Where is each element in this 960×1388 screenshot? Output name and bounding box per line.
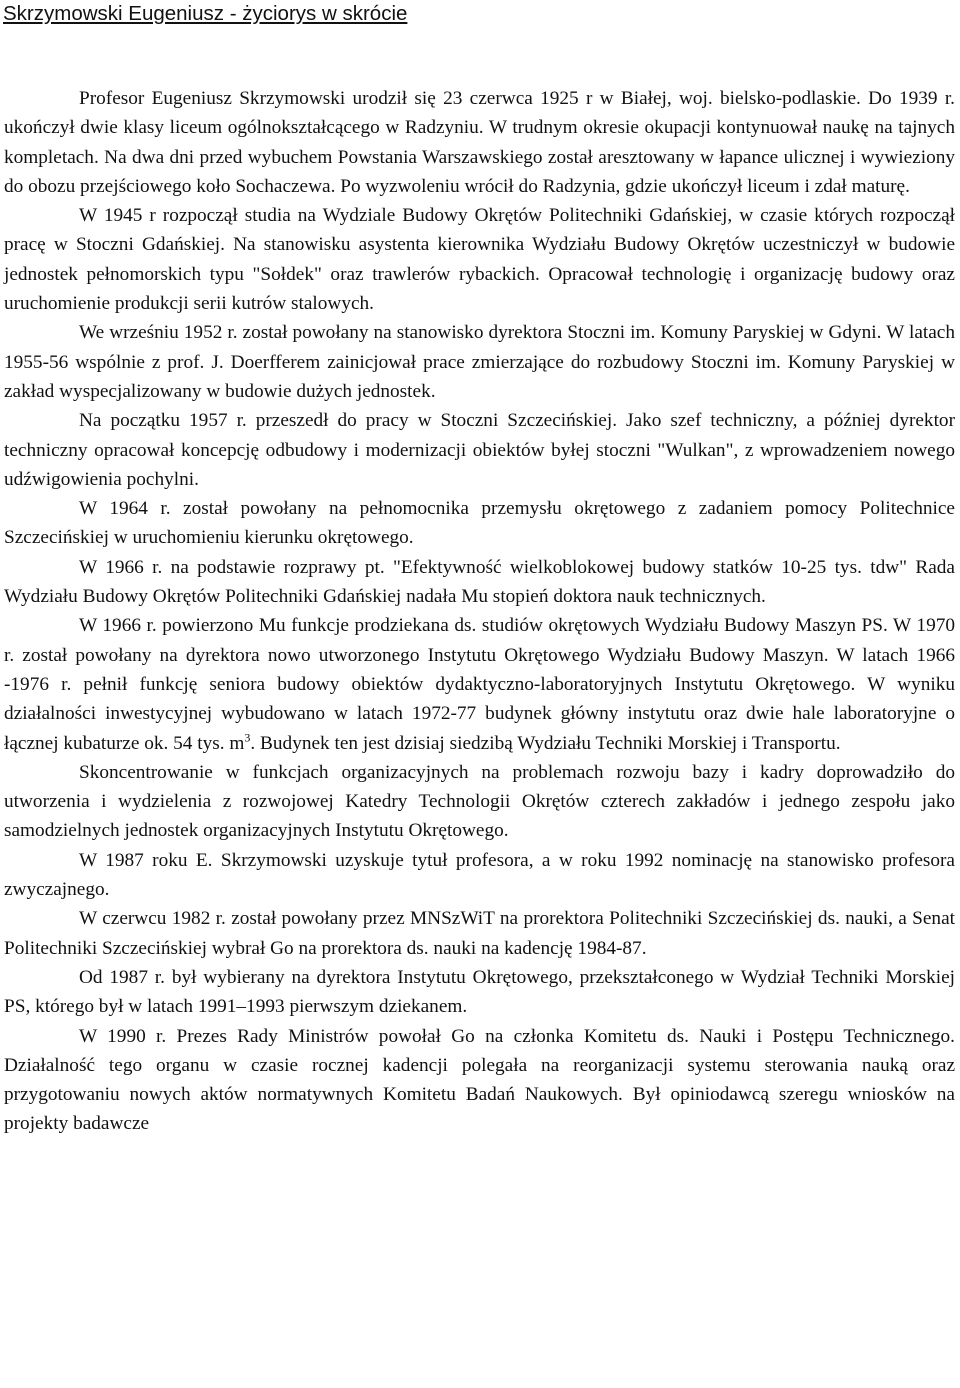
paragraph-institute: [4, 611, 955, 757]
superscript-3: 3: [244, 730, 251, 745]
paragraph-professor: W 1987 roku E. Skrzymowski uzyskuje tytuł profesora, a w roku 1992 nominację na stanowisko profesora zwyczajnego.: [4, 849, 955, 901]
paragraph-doctorate: W 1966 r. na podstawie rozprawy pt. "Efektywność wielkoblokowej budowy statków 10-25 tys. tdw" Rada Wydziału Budowy Okrętów Politechniki Gdańskiej nadała Mu stopień doktora nauk technicznych.: [4, 556, 955, 608]
paragraph-gdynia: We wrześniu 1952 r. został powołany na stanowisko dyrektora Stoczni im. Komuny Paryskiej w Gdyni. W latach 1955-56 wspólnie z prof. J. Doerfferem zainicjował prace zmierzające do rozbudowy Stoczni im. Komuny Paryskiej w zakład wyspecjalizowany w budowie dużych jednostek.: [4, 322, 955, 402]
paragraph-committee: W 1990 r. Prezes Rady Ministrów powołał Go na członka Komitetu ds. Nauki i Postępu Technicznego. Działalność tego organu w czasie rocznej kadencji polegała na reorganizacji systemu sterowania nauką oraz przygotowaniu nowych aktów normatywnych Komitetu Badań Naukowych. Był opiniodawcą szeregu wniosków na projekty badawcze: [4, 1025, 955, 1135]
paragraph-plenipotentiary: W 1964 r. został powołany na pełnomocnika przemysłu okrętowego z zadaniem pomocy Politechnice Szczecińskiej w uruchomieniu kierunku okrętowego.: [4, 498, 955, 549]
paragraph-institute-text-end: . Budynek ten jest dzisiaj siedzibą Wydziału Techniki Morskiej i Transportu.: [250, 732, 841, 754]
document-body: [4, 84, 955, 1139]
paragraph-studies: W 1945 r rozpoczął studia na Wydziale Budowy Okrętów Politechniki Gdańskiej, w czasie których rozpoczął pracę w Stoczni Gdańskiej. Na stanowisku asystenta kierownika Wydziału Budowy Okrętów uczestniczył w budowie jednostek pełnomorskich typu "Sołdek" oraz trawlerów rybackich. Opracował technologię i organizację budowy oraz uruchomienie produkcji serii kutrów stalowych.: [4, 205, 955, 315]
paragraph-organization: Skoncentrowanie w funkcjach organizacyjnych na problemach rozwoju bazy i kadry doprowadziło do utworzenia i wydzielenia z rozwojowej Katedry Technologii Okrętów czterech zakładów i jednego zespołu jako samodzielnych jednostek organizacyjnych Instytutu Okrętowego.: [4, 761, 955, 842]
paragraph-prorector: W czerwcu 1982 r. został powołany przez MNSzWiT na prorektora Politechniki Szczecińskiej ds. nauki, a Senat Politechniki Szczecińskiej wybrał Go na prorektora ds. nauki na kadencję 1984-87.: [4, 908, 955, 959]
paragraph-early-life: Profesor Eugeniusz Skrzymowski urodził się 23 czerwca 1925 r w Białej, woj. bielsko-podlaskie. Do 1939 r. ukończył dwie klasy liceum ogólnokształcącego w Radzyniu. W trudnym okresie okupacji kontynuował naukę na tajnych kompletach. Na dwa dni przed wybuchem Powstania Warszawskiego został aresztowany w łapance ulicznej i wywieziony do obozu przejściowego koło Sochaczewa. Po wyzwoleniu wrócił do Radzynia, gdzie ukończył liceum i zdał maturę.: [4, 88, 955, 197]
paragraph-director: Od 1987 r. był wybierany na dyrektora Instytutu Okrętowego, przekształconego w Wydział Techniki Morskiej PS, którego był w latach 1991–1993 pierwszym dziekanem.: [4, 966, 955, 1018]
paragraph-szczecin-shipyard: Na początku 1957 r. przeszedł do pracy w Stoczni Szczecińskiej. Jako szef techniczny, a później dyrektor techniczny opracował koncepcję odbudowy i modernizacji obiektów byłej stoczni "Wulkan", z wprowadzeniem nowego udźwigowienia pochylni.: [4, 410, 955, 490]
document-title: Skrzymowski Eugeniusz - życiorys w skrócie: [3, 2, 408, 25]
paragraph-institute-text: W 1966 r. powierzono Mu funkcje prodziekana ds. studiów okrętowych Wydziału Budowy Maszyn PS. W 1970 r. został powołany na dyrektora nowo utworzonego Instytutu Okrętowego Wydziału Budowy Maszyn. W latach 1966 -1976 r. pełnił funkcję seniora budowy obiektów dydaktyczno-laboratoryjnych Instytutu Okrętowego. W wyniku działalności inwestycyjnej wybudowano w latach 1972-77 budynek główny instytutu oraz dwie hale laboratoryjne o łącznej kubaturze ok. 54 tys. m: [4, 615, 955, 754]
